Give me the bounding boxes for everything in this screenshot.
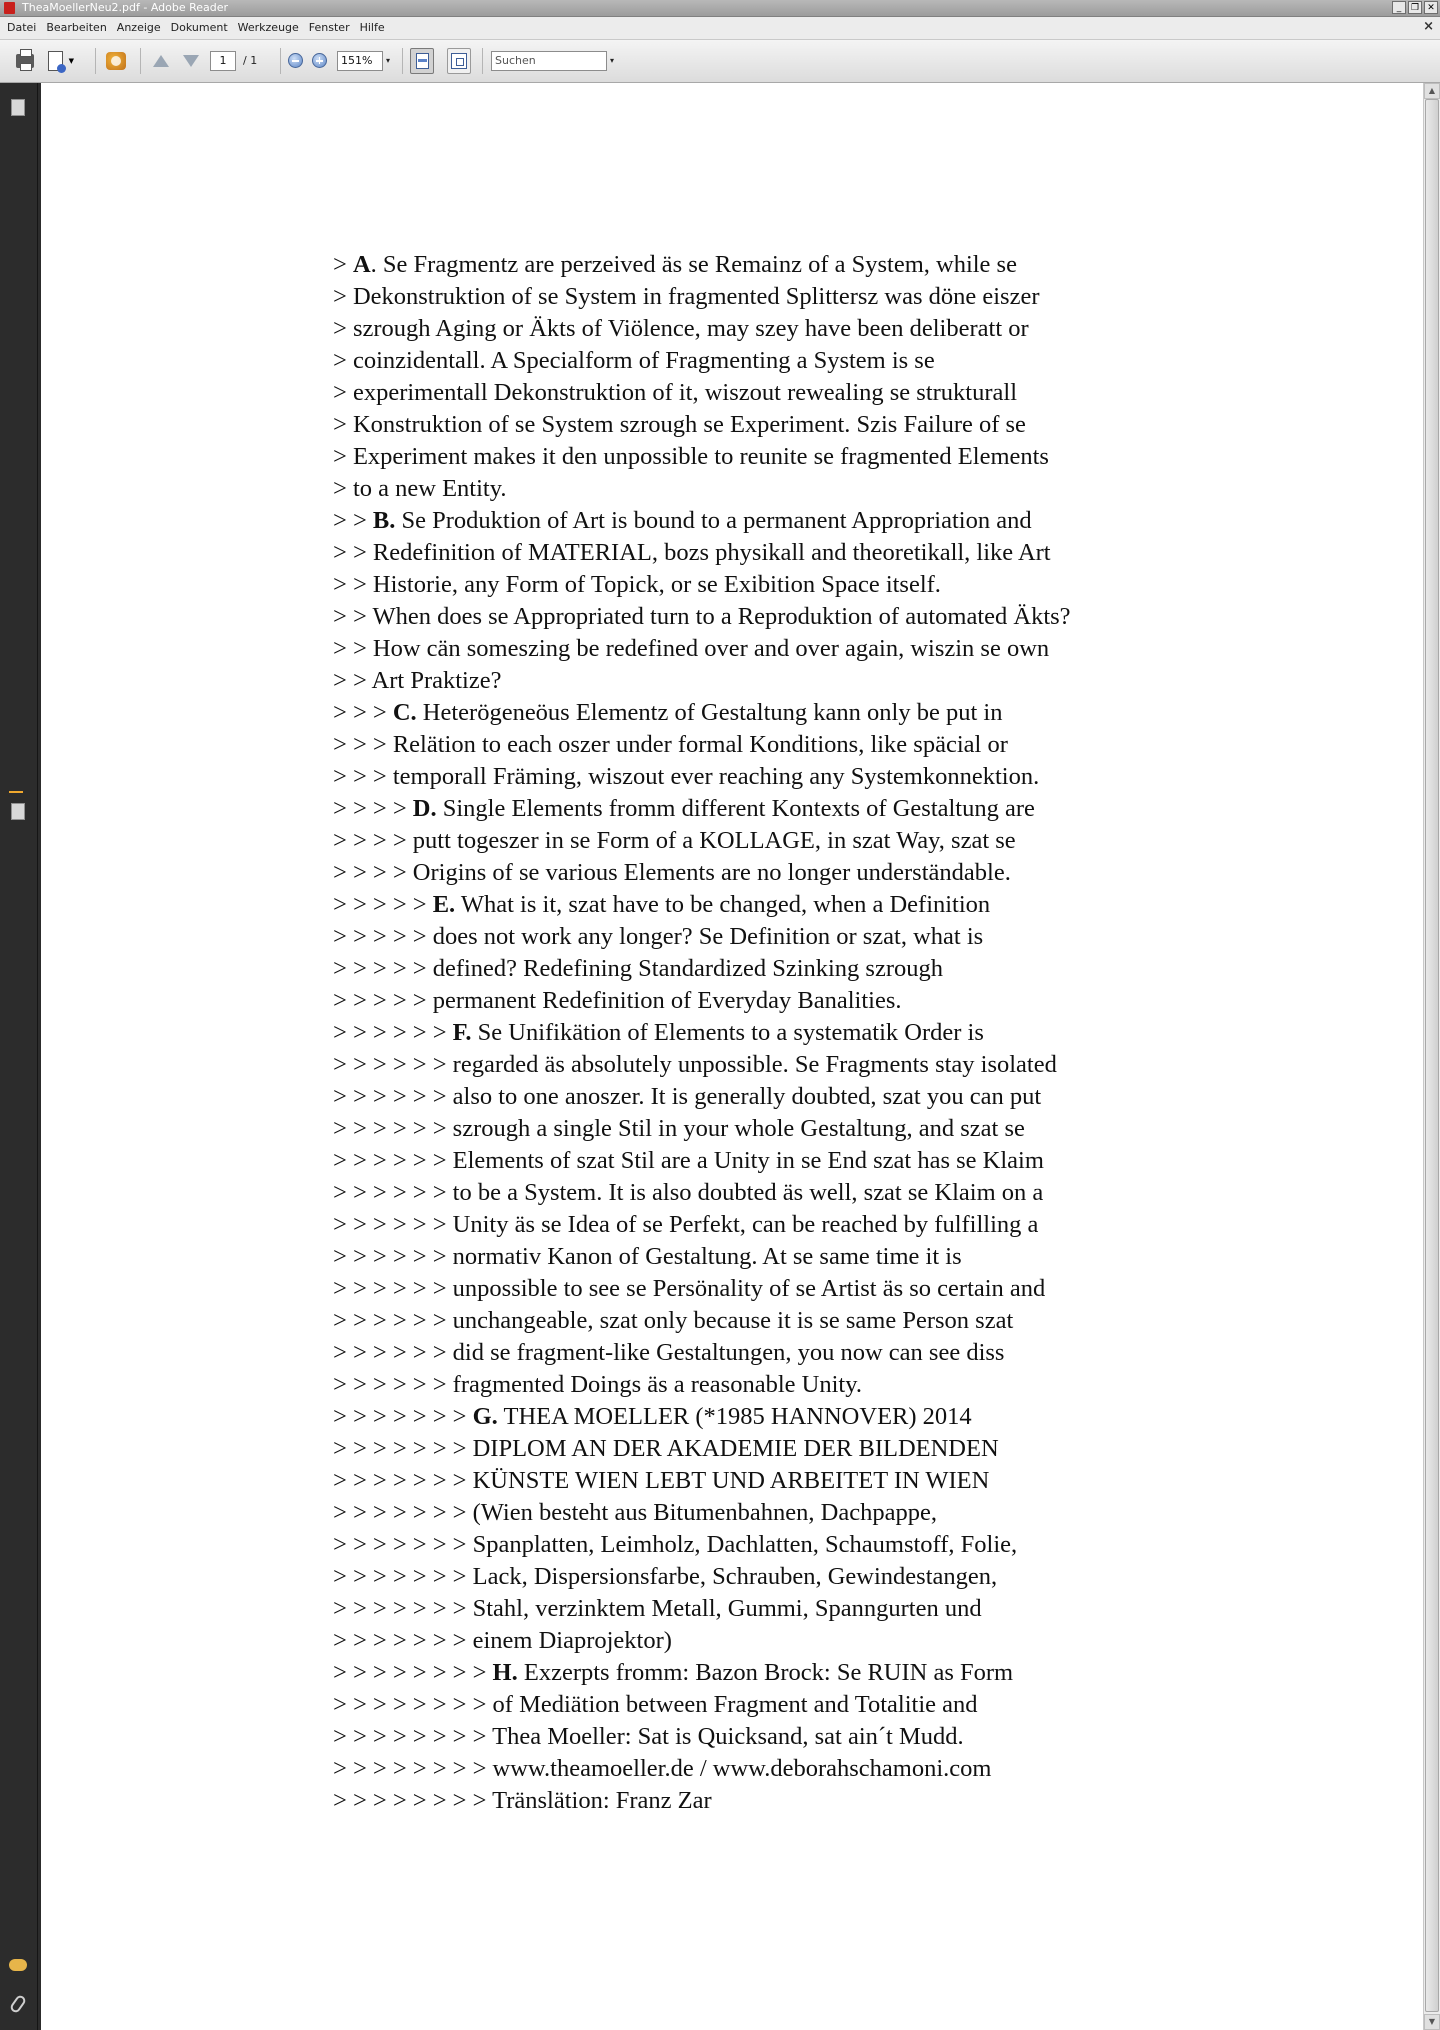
quote-prefix: > > > > > > — [333, 1179, 453, 1206]
line-text: regarded äs absolutely unpossible. Se Fragments stay isolated — [452, 1051, 1057, 1078]
line-text: Redefinition of MATERIAL, bozs physikall and theoretikall, like Art — [372, 539, 1051, 566]
document-line — [333, 921, 1233, 953]
line-text: normativ Kanon of Gestaltung. At se same time it is — [452, 1243, 962, 1270]
quote-prefix: > — [333, 347, 353, 374]
document-line — [333, 249, 1233, 281]
quote-prefix: > > — [333, 635, 373, 662]
quote-prefix: > > > > — [333, 795, 413, 822]
quote-prefix: > — [333, 283, 353, 310]
line-text: to be a System. It is also doubted äs well, szat se Klaim on a — [452, 1179, 1044, 1206]
document-line — [333, 441, 1233, 473]
document-line — [333, 1145, 1233, 1177]
quote-prefix: > > > > > > > > — [333, 1755, 493, 1782]
document-line — [333, 1689, 1233, 1721]
line-text: When does se Appropriated turn to a Reproduktion of automated Äkts? — [372, 603, 1071, 630]
quote-prefix: > > > > > > > — [333, 1627, 473, 1654]
line-text: fragmented Doings äs a reasonable Unity. — [452, 1371, 862, 1398]
document-line — [333, 1017, 1233, 1049]
line-text: Heterögeneöus Elementz of Gestaltung kann only be put in — [416, 699, 1003, 726]
quote-prefix: > — [333, 251, 353, 278]
document-line — [333, 953, 1233, 985]
quote-prefix: > > > > > > — [333, 1339, 453, 1366]
document-line — [333, 1273, 1233, 1305]
document-line — [333, 1625, 1233, 1657]
line-text: of Mediätion between Fragment and Totalitie and — [492, 1691, 978, 1718]
section-letter: C. — [392, 699, 417, 726]
line-text: Single Elements fromm different Kontexts of Gestaltung are — [436, 795, 1035, 822]
quote-prefix: > > > > > — [333, 923, 433, 950]
document-line — [333, 1433, 1233, 1465]
document-line — [333, 537, 1233, 569]
line-text: Historie, any Form of Topick, or se Exibition Space itself. — [372, 571, 941, 598]
line-text: also to one anoszer. It is generally doubted, szat you can put — [452, 1083, 1042, 1110]
quote-prefix: > > > > > — [333, 987, 433, 1014]
document-line — [333, 697, 1233, 729]
zoom-dropdown-button[interactable]: ▾ — [386, 56, 391, 65]
document-line — [333, 1753, 1233, 1785]
line-text: coinzidentall. A Specialform of Fragmenting a System is se — [352, 347, 935, 374]
document-line — [333, 1497, 1233, 1529]
scroll-thumb[interactable] — [1425, 99, 1439, 2012]
line-text: Art Praktize? — [371, 667, 502, 694]
line-text: permanent Redefinition of Everyday Banalities. — [432, 987, 902, 1014]
quote-prefix: > — [333, 379, 353, 406]
line-text: experimentall Dekonstruktion of it, wiszout rewealing se strukturall — [352, 379, 1018, 406]
scroll-down-button[interactable]: ▼ — [1424, 2014, 1440, 2030]
document-line — [333, 1561, 1233, 1593]
search-dropdown-button[interactable]: ▾ — [610, 56, 615, 65]
quote-prefix: > — [333, 475, 353, 502]
print-button[interactable] — [12, 49, 38, 73]
quote-prefix: > > > > > > > — [333, 1467, 473, 1494]
quote-prefix: > > > > > > > — [333, 1563, 473, 1590]
toolbar-divider — [280, 48, 281, 74]
line-text: Tränslätion: Franz Zar — [492, 1787, 712, 1814]
page-number-input[interactable]: 1 — [210, 51, 236, 71]
document-line — [333, 793, 1233, 825]
quote-prefix: > — [333, 443, 353, 470]
menu-bearbeiten[interactable]: Bearbeiten — [46, 21, 107, 34]
line-text: What is it, szat have to be changed, when a Definition — [455, 891, 991, 918]
pane-divider-mark — [9, 791, 23, 793]
collaborate-button[interactable] — [103, 49, 129, 73]
document-line — [333, 409, 1233, 441]
minimize-button[interactable]: _ — [1392, 1, 1406, 14]
line-text: putt togeszer in se Form of a KOLLAGE, in szat Way, szat se — [412, 827, 1016, 854]
collaboration-icon — [106, 52, 126, 70]
arrow-up-icon — [153, 55, 169, 67]
fit-width-button[interactable] — [447, 48, 471, 74]
document-line — [333, 1785, 1233, 1817]
line-text: einem Diaprojektor) — [472, 1627, 672, 1654]
quote-prefix: > > > > — [333, 827, 413, 854]
quote-prefix: > > > > > > — [333, 1243, 453, 1270]
document-line — [333, 377, 1233, 409]
quote-prefix: > > > > > > — [333, 1371, 453, 1398]
line-text: temporall Främing, wiszout ever reaching any Systemkonnektion. — [392, 763, 1040, 790]
document-line — [333, 1657, 1233, 1689]
line-text: szrough a single Stil in your whole Gestaltung, and szat se — [452, 1115, 1025, 1142]
line-text: unpossible to see se Persönality of se Artist äs so certain and — [452, 1275, 1046, 1302]
quote-prefix: > — [333, 411, 353, 438]
quote-prefix: > > > > > > — [333, 1083, 453, 1110]
document-line — [333, 825, 1233, 857]
quote-prefix: > > > > > > — [333, 1307, 453, 1334]
previous-page-button[interactable] — [148, 49, 174, 73]
document-text — [333, 249, 1233, 1817]
line-text: Elements of szat Stil are a Unity in se End szat has se Klaim — [452, 1147, 1044, 1174]
document-line — [333, 1369, 1233, 1401]
line-text: Spanplatten, Leimholz, Dachlatten, Schaumstoff, Folie, — [472, 1531, 1018, 1558]
quote-prefix: > > > > > > > > — [333, 1723, 493, 1750]
search-input[interactable]: Suchen — [491, 51, 607, 71]
quote-prefix: > > — [333, 667, 372, 694]
quote-prefix: > > — [333, 539, 373, 566]
line-text: unchangeable, szat only because it is se same Person szat — [452, 1307, 1014, 1334]
document-line — [333, 281, 1233, 313]
line-text: Origins of se various Elements are no longer underständable. — [412, 859, 1011, 886]
line-text: defined? Redefining Standardized Szinking szrough — [432, 955, 943, 982]
line-text: (Wien besteht aus Bitumenbahnen, Dachpappe, — [472, 1499, 937, 1526]
quote-prefix: > > > > > > — [333, 1147, 453, 1174]
document-line — [333, 1593, 1233, 1625]
document-line — [333, 1721, 1233, 1753]
window-controls — [1392, 1, 1438, 14]
close-document-button[interactable]: × — [1423, 19, 1434, 34]
document-line — [333, 473, 1233, 505]
line-text: Experiment makes it den unpossible to reunite se fragmented Elements — [352, 443, 1049, 470]
quote-prefix: > > — [333, 571, 373, 598]
line-text: Unity äs se Idea of se Perfekt, can be reached by fulfilling a — [452, 1211, 1039, 1238]
zoom-in-icon — [312, 53, 327, 68]
page-total: / 1 — [243, 54, 258, 67]
document-line — [333, 313, 1233, 345]
section-letter: B. — [372, 507, 396, 534]
line-text: DIPLOM AN DER AKADEMIE DER BILDENDEN — [472, 1435, 999, 1462]
document-line — [333, 601, 1233, 633]
section-letter: D. — [412, 795, 437, 822]
quote-prefix: > > > > > > > — [333, 1531, 473, 1558]
toolbar — [0, 40, 1440, 83]
quote-prefix: > > > > > > > > — [333, 1787, 493, 1814]
line-text: Se Produktion of Art is bound to a permanent Appropriation and — [395, 507, 1032, 534]
document-line — [333, 665, 1233, 697]
document-line — [333, 1401, 1233, 1433]
document-line — [333, 729, 1233, 761]
line-text: How cän someszing be redefined over and over again, wiszin se own — [372, 635, 1050, 662]
document-line — [333, 633, 1233, 665]
section-letter: A — [352, 251, 371, 278]
section-letter: E. — [432, 891, 456, 918]
fit-page-icon — [416, 53, 429, 69]
document-viewport — [38, 83, 1424, 2030]
quote-prefix: > > > > — [333, 859, 413, 886]
scroll-up-button[interactable]: ▲ — [1424, 83, 1440, 99]
line-text: www.theamoeller.de / www.deborahschamoni.com — [492, 1755, 992, 1782]
menu-hilfe[interactable]: Hilfe — [359, 21, 385, 34]
line-text: THEA MOELLER (*1985 HANNOVER) 2014 — [497, 1403, 972, 1430]
document-line — [333, 505, 1233, 537]
document-line — [333, 569, 1233, 601]
document-line — [333, 1113, 1233, 1145]
line-text: Relätion to each oszer under formal Konditions, like späcial or — [392, 731, 1008, 758]
quote-prefix: > > > > > — [333, 955, 433, 982]
menu-werkzeuge[interactable]: Werkzeuge — [237, 21, 299, 34]
toolbar-divider — [482, 48, 483, 74]
comment-icon[interactable] — [9, 1959, 27, 1971]
quote-prefix: > > > — [333, 699, 393, 726]
document-line — [333, 1177, 1233, 1209]
create-pdf-button[interactable] — [48, 49, 74, 73]
zoom-in-button[interactable] — [312, 49, 327, 73]
fit-width-icon — [451, 53, 467, 69]
line-text: Stahl, verzinktem Metall, Gummi, Spanngurten und — [472, 1595, 982, 1622]
printer-icon — [16, 54, 34, 68]
next-page-button[interactable] — [178, 49, 204, 73]
chevron-down-icon: ▼ — [68, 57, 74, 65]
line-text: . Se Fragmentz are perzeived äs se Remainz of a System, while se — [370, 251, 1017, 278]
line-text: Konstruktion of se System szrough se Experiment. Szis Failure of se — [352, 411, 1026, 438]
line-text: to a new Entity. — [352, 475, 507, 502]
line-text: szrough Aging or Äkts of Viölence, may szey have been deliberatt or — [352, 315, 1029, 342]
document-line — [333, 345, 1233, 377]
quote-prefix: > > > — [333, 763, 393, 790]
quote-prefix: > > — [333, 603, 373, 630]
quote-prefix: > > > > > > — [333, 1051, 453, 1078]
line-text: KÜNSTE WIEN LEBT UND ARBEITET IN WIEN — [472, 1467, 990, 1494]
line-text: Lack, Dispersionsfarbe, Schrauben, Gewindestangen, — [472, 1563, 998, 1590]
quote-prefix: > > > > > — [333, 891, 433, 918]
line-text: Thea Moeller: Sat is Quicksand, sat ain´t Mudd. — [492, 1723, 964, 1750]
document-line — [333, 1529, 1233, 1561]
pages-panel-icon[interactable] — [11, 99, 25, 116]
quote-prefix: > > > > > > — [333, 1275, 453, 1302]
quote-prefix: > > > > > > > — [333, 1499, 473, 1526]
zoom-out-icon — [288, 53, 303, 68]
document-line — [333, 889, 1233, 921]
page-thumbnail-icon[interactable] — [11, 803, 25, 820]
document-line — [333, 761, 1233, 793]
line-text: did se fragment-like Gestaltungen, you now can see diss — [452, 1339, 1005, 1366]
document-line — [333, 985, 1233, 1017]
navigation-pane — [0, 83, 38, 2030]
vertical-scrollbar[interactable] — [1423, 83, 1440, 2030]
fit-page-button[interactable] — [410, 48, 434, 74]
quote-prefix: > > > > > > > — [333, 1403, 473, 1430]
zoom-out-button[interactable] — [288, 49, 303, 73]
line-text: Exzerpts fromm: Bazon Brock: Se RUIN as Form — [517, 1659, 1014, 1686]
document-line — [333, 1209, 1233, 1241]
quote-prefix: > > > > > > > — [333, 1435, 473, 1462]
quote-prefix: > > — [333, 507, 373, 534]
arrow-down-icon — [183, 55, 199, 67]
quote-prefix: > > > — [333, 731, 393, 758]
quote-prefix: > > > > > > — [333, 1115, 453, 1142]
toolbar-divider — [140, 48, 141, 74]
quote-prefix: > > > > > > > > — [333, 1691, 493, 1718]
quote-prefix: > > > > > > — [333, 1019, 453, 1046]
window-title: TheaMoellerNeu2.pdf - Adobe Reader — [22, 1, 229, 14]
section-letter: F. — [452, 1019, 472, 1046]
document-line — [333, 1081, 1233, 1113]
menu-list — [2, 17, 390, 39]
close-window-button[interactable]: ✕ — [1424, 1, 1438, 14]
quote-prefix: > — [333, 315, 353, 342]
attachment-icon[interactable] — [9, 1994, 28, 2014]
document-line — [333, 1465, 1233, 1497]
toolbar-divider — [95, 48, 96, 74]
toolbar-divider — [402, 48, 403, 74]
menu-datei[interactable]: Datei — [7, 21, 37, 34]
section-letter: H. — [492, 1659, 518, 1686]
quote-prefix: > > > > > > > — [333, 1595, 473, 1622]
quote-prefix: > > > > > > > > — [333, 1659, 493, 1686]
pdf-app-icon — [4, 2, 15, 14]
document-line — [333, 857, 1233, 889]
section-letter: G. — [472, 1403, 498, 1430]
menu-fenster[interactable]: Fenster — [308, 21, 350, 34]
menu-dokument[interactable]: Dokument — [170, 21, 228, 34]
document-icon — [48, 51, 63, 71]
quote-prefix: > > > > > > — [333, 1211, 453, 1238]
menu-bar — [0, 17, 1440, 40]
line-text: Se Unifikätion of Elements to a systematik Order is — [471, 1019, 984, 1046]
menu-anzeige[interactable]: Anzeige — [116, 21, 161, 34]
title-bar — [0, 0, 1440, 17]
document-line — [333, 1337, 1233, 1369]
line-text: does not work any longer? Se Definition or szat, what is — [432, 923, 984, 950]
line-text: Dekonstruktion of se System in fragmented Splittersz was döne eiszer — [352, 283, 1040, 310]
document-line — [333, 1305, 1233, 1337]
document-line — [333, 1241, 1233, 1273]
restore-button[interactable]: ❐ — [1408, 1, 1422, 14]
zoom-level-input[interactable]: 151% — [337, 51, 383, 71]
document-line — [333, 1049, 1233, 1081]
